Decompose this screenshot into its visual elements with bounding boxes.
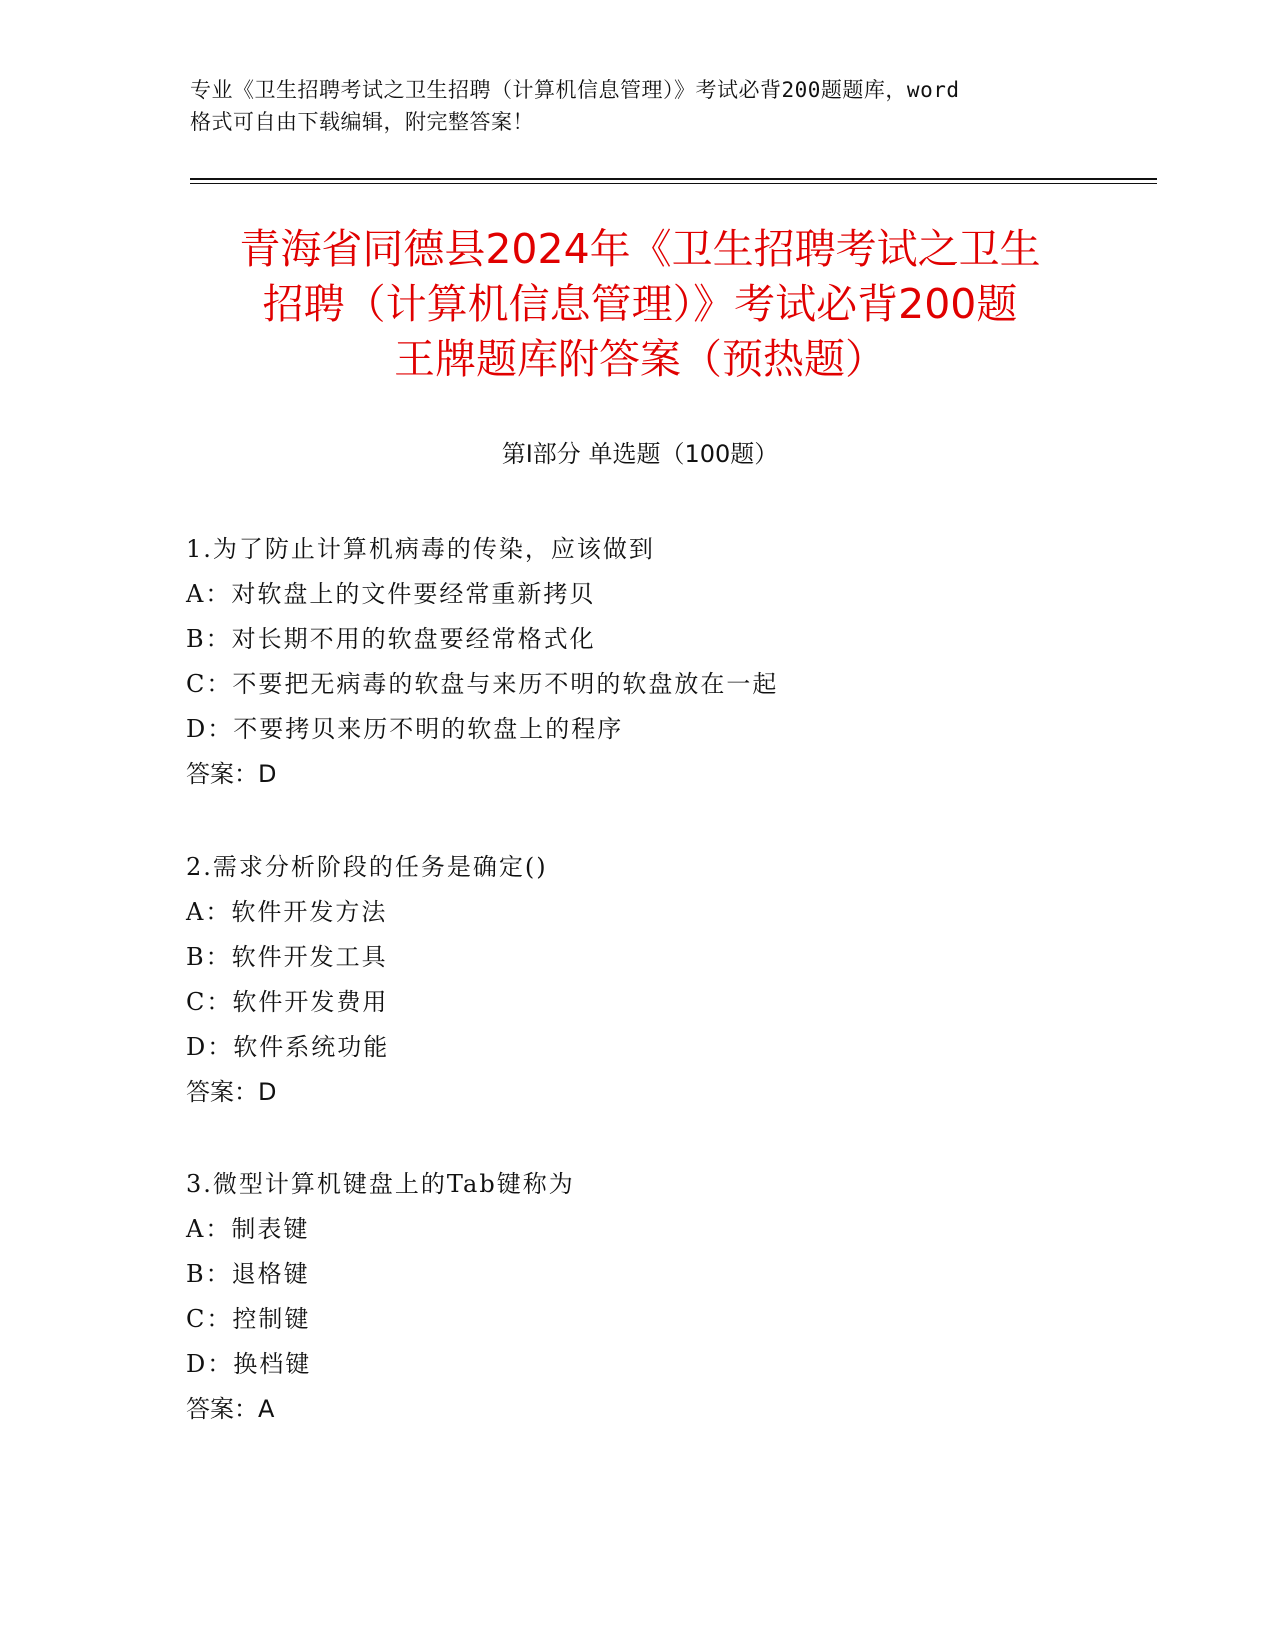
- question-stem: 3.微型计算机键盘上的Tab键称为: [186, 1170, 575, 1198]
- header-divider-thin: [190, 183, 1157, 184]
- question-stem: 1.为了防止计算机病毒的传染，应该做到: [186, 535, 655, 563]
- option-a: A：软件开发方法: [186, 898, 388, 926]
- header-note-line-1: 专业《卫生招聘考试之卫生招聘（计算机信息管理）》考试必背200题题库，word: [190, 78, 960, 102]
- option-b: B：对长期不用的软盘要经常格式化: [186, 625, 596, 653]
- option-c: C：软件开发费用: [186, 988, 389, 1016]
- header-note-line-2: 格式可自由下载编辑，附完整答案！: [190, 110, 534, 134]
- question-block: [186, 845, 1146, 1115]
- option-d: D：不要拷贝来历不明的软盘上的程序: [186, 715, 624, 743]
- option-a: A：对软盘上的文件要经常重新拷贝: [186, 580, 596, 608]
- option-d: D：换档键: [186, 1350, 312, 1378]
- option-b: B：退格键: [186, 1260, 310, 1288]
- answer-line: 答案：D: [186, 1078, 277, 1106]
- question-stem: 2.需求分析阶段的任务是确定(): [186, 853, 548, 881]
- option-b: B：软件开发工具: [186, 943, 388, 971]
- question-block: [186, 1162, 1146, 1432]
- option-d: D：软件系统功能: [186, 1033, 390, 1061]
- header-note: [190, 74, 1090, 138]
- answer-line: 答案：D: [186, 760, 277, 788]
- section-heading: 第Ⅰ部分 单选题（100题）: [501, 440, 779, 468]
- header-divider-thick: [190, 178, 1157, 180]
- option-c: C：控制键: [186, 1305, 311, 1333]
- title-line-3: 王牌题库附答案（预热题）: [394, 335, 886, 383]
- question-block: [186, 527, 1146, 797]
- document-title: [180, 222, 1100, 387]
- title-line-2: 招聘（计算机信息管理）》考试必背200题: [262, 280, 1018, 328]
- option-a: A：制表键: [186, 1215, 310, 1243]
- title-line-1: 青海省同德县2024年《卫生招聘考试之卫生: [239, 225, 1041, 273]
- answer-line: 答案：A: [186, 1395, 275, 1423]
- option-c: C：不要把无病毒的软盘与来历不明的软盘放在一起: [186, 670, 779, 698]
